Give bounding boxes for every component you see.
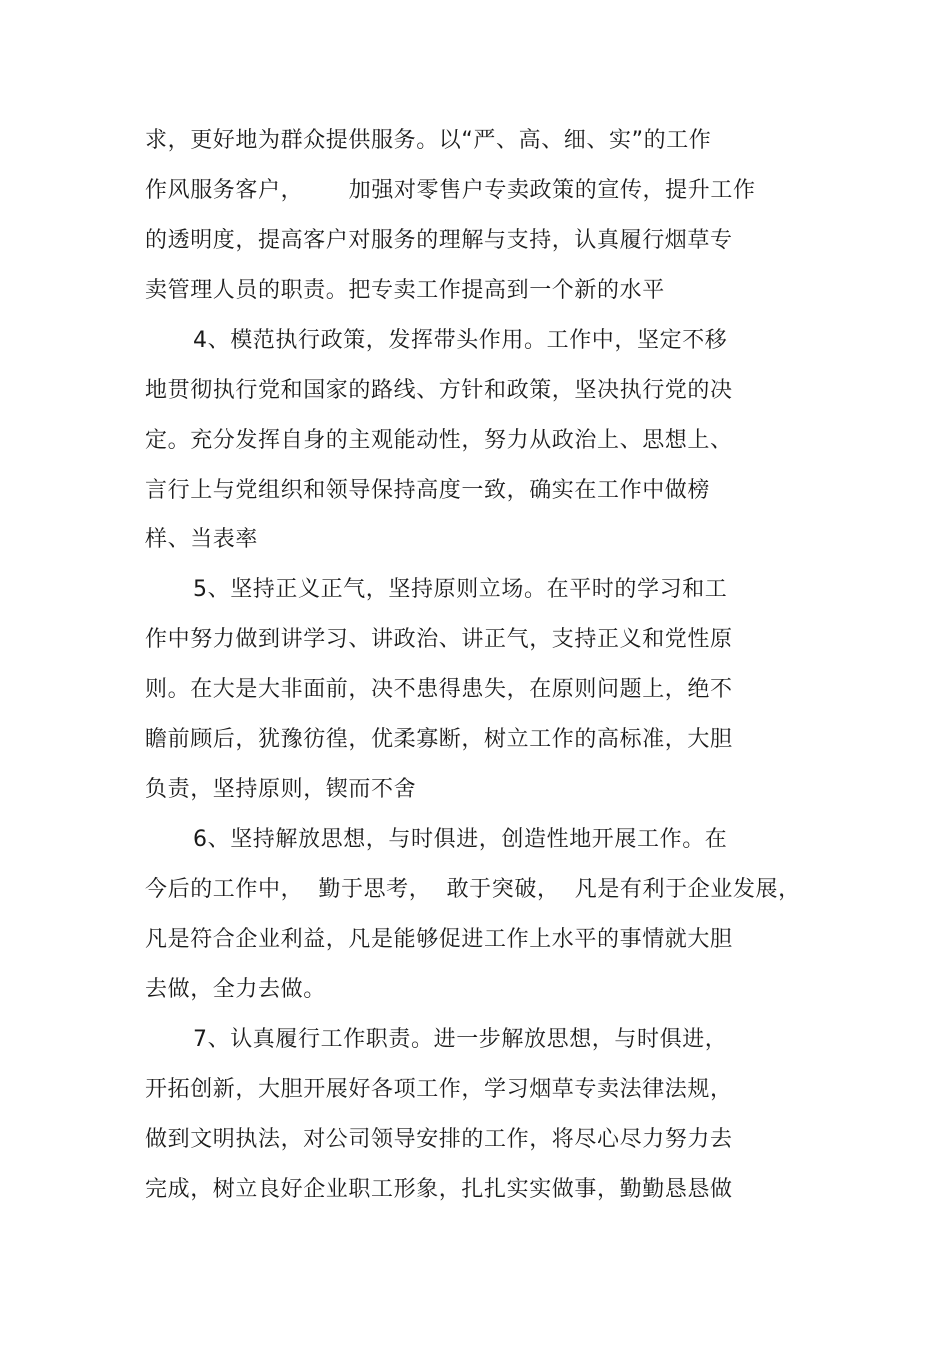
paragraph-4-start: 4、模范执行政策，发挥带头作用。工作中，坚定不移	[193, 328, 728, 353]
text-line: 负责，坚持原则，锲而不舍	[145, 777, 417, 802]
text-line: 完成，树立良好企业职工形象，扎扎实实做事，勤勤恳恳做	[145, 1177, 733, 1202]
text-line: 作中努力做到讲学习、讲政治、讲正气，支持正义和党性原	[145, 627, 733, 652]
text-line: 今后的工作中， 勤于思考， 敢于突破， 凡是有利于企业发展，	[145, 877, 801, 902]
text-line: 作风服务客户， 加强对零售户专卖政策的宣传，提升工作	[145, 178, 756, 203]
paragraph-5-start: 5、坚持正义正气，坚持原则立场。在平时的学习和工	[193, 577, 728, 602]
text-line: 开拓创新，大胆开展好各项工作，学习烟草专卖法律法规，	[145, 1077, 733, 1102]
text-line: 则。在大是大非面前，决不患得患失，在原则问题上，绝不	[145, 677, 733, 702]
paragraph-6-start: 6、坚持解放思想，与时俱进，创造性地开展工作。在	[193, 827, 728, 852]
text-line: 言行上与党组织和领导保持高度一致，确实在工作中做榜	[145, 478, 711, 503]
paragraph-7-start: 7、认真履行工作职责。进一步解放思想，与时俱进，	[193, 1027, 728, 1052]
text-line: 凡是符合企业利益，凡是能够促进工作上水平的事情就大胆	[145, 927, 733, 952]
text-line: 求，更好地为群众提供服务。以“严、高、细、实”的工作	[145, 128, 712, 153]
text-line: 的透明度，提高客户对服务的理解与支持，认真履行烟草专	[145, 228, 733, 253]
text-line: 样、当表率	[145, 527, 259, 552]
text-line: 卖管理人员的职责。把专卖工作提高到一个新的水平	[145, 278, 665, 303]
text-line: 做到文明执法，对公司领导安排的工作，将尽心尽力努力去	[145, 1127, 733, 1152]
text-line: 定。充分发挥自身的主观能动性，努力从政治上、思想上、	[145, 428, 733, 453]
text-line: 地贯彻执行党和国家的路线、方针和政策，坚决执行党的决	[145, 378, 733, 403]
text-line: 瞻前顾后，犹豫彷徨，优柔寡断，树立工作的高标准，大胆	[145, 727, 733, 752]
text-line: 去做，全力去做。	[145, 977, 326, 1002]
